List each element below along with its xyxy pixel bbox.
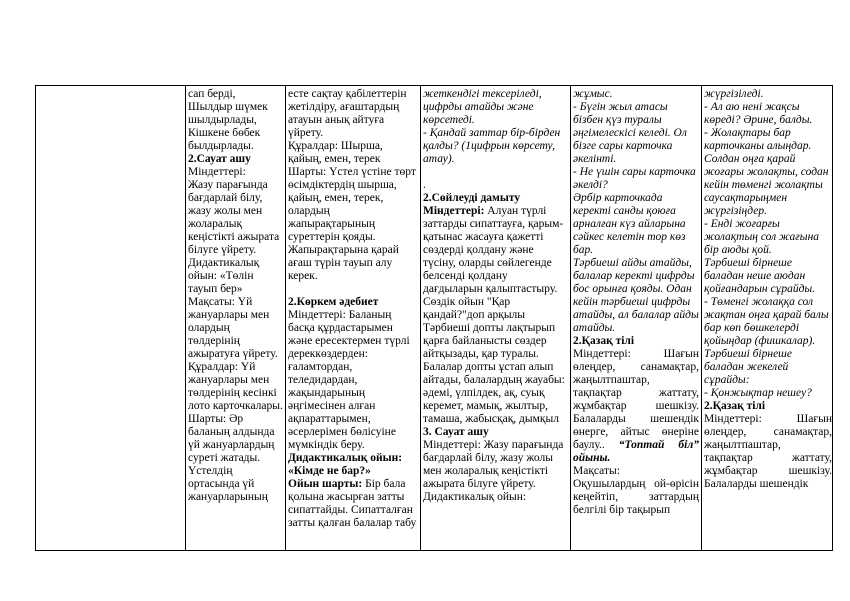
cell-paragraph: жеткендігі тексеріледі, цифрды атайды және көрсетеді. bbox=[423, 88, 542, 126]
cell-paragraph: - Қандай заттар бір-бірден қалды? (1цифрын көрсету, атау). bbox=[423, 127, 561, 165]
cell-paragraph: Жазу парағында бағдарлай білу, жазу жолы мен жоларалық кеңістікті ажырата білуге үйрету. bbox=[188, 179, 280, 256]
cell-paragraph: Міндеттері: Шағын өлеңдер, санамақтар, жаңылтпаштар, тақпақтар жаттату, жұмбақтар шешкізу. Балаларды шешендік bbox=[704, 413, 832, 490]
cell-paragraph: Үстелдің ортасында үй жануарларының bbox=[188, 465, 268, 503]
cell-paragraph: 2.Қазақ тілі bbox=[704, 400, 766, 412]
table-cell-column-5 bbox=[704, 88, 832, 550]
cell-paragraph: Дидактикалық ойын: «Төлін тауып бер» bbox=[188, 257, 260, 295]
cell-paragraph: - Төменгі жолаққа сол жақтан оңға қарай балы бар көп бөшкелерді қойыңдар (фишкалар). bbox=[704, 296, 829, 347]
cell-paragraph: . bbox=[423, 179, 426, 191]
cell-paragraph: сап берді, bbox=[188, 88, 236, 100]
cell-paragraph: 2.Сауат ашу bbox=[188, 153, 251, 165]
table-cell-blank bbox=[36, 88, 184, 550]
column-divider bbox=[285, 86, 286, 550]
cell-paragraph: 3. Сауат ашу bbox=[423, 426, 489, 438]
cell-paragraph: Дидактикалық ойын: bbox=[423, 491, 527, 503]
cell-paragraph: - Енді жоғарғы жолақтың сол жағына бір аюды қой. bbox=[704, 218, 820, 256]
cell-paragraph: Міндеттері: Жазу парағында бағдарлай білу, жазу жолы мен жоларалық кеңістікті ажырата білуге үйрету. bbox=[423, 439, 564, 490]
cell-paragraph: Ойын шарты: Бір бала қолына жасырған затты сипаттайды. Сипатталған затты қалған балалар табу bbox=[288, 478, 417, 529]
table-cell-column-1 bbox=[188, 88, 283, 550]
cell-paragraph: Тәрбиеші айды атайды, балалар керекті цифрды бос орынға қояды. Одан кейін тәрбиеші цифрды атайды, ал балалар айды атайды. bbox=[573, 257, 699, 334]
cell-paragraph: Мақсаты: Үй жануарлары мен олардың төлдерінің ажыратуға үйрету. bbox=[188, 296, 278, 360]
column-divider bbox=[570, 86, 571, 550]
cell-paragraph: Міндеттері: Шағын өлеңдер, санамақтар, жаңылтпаштар, тақпақтар жаттату, жұмбақтар шешкізу. Балаларды шешендік өнерге, айтыс өнеріне баулу.. “Топтай біл” ойыны. bbox=[573, 348, 699, 464]
cell-paragraph: Құралдар: Шырша, қайың, емен, терек bbox=[288, 140, 383, 165]
cell-paragraph: Оқушылардың ой-өрісін кеңейтіп, заттардың белгілі бір тақырып bbox=[573, 478, 699, 516]
cell-paragraph: Шарты: Үстел үстіне төрт өсімдіктердің шырша, қайың, емен, терек, олардың жапырақтарының суреттерін қояды. Жапырақтарына қарай ағаш түрін тауып алу керек. bbox=[288, 166, 416, 282]
cell-paragraph: Әрбір карточкада керекті санды қоюға арналған күз айларына сәйкес келетін тор көз бар. bbox=[573, 192, 686, 256]
cell-paragraph: Тәрбиеші бірнеше баладан неше аюдан қойғандарын сұрайды. bbox=[704, 257, 816, 295]
table-cell-column-2 bbox=[288, 88, 418, 550]
cell-paragraph: жұмыс. bbox=[573, 88, 613, 100]
column-divider bbox=[701, 86, 702, 550]
cell-paragraph: - Не үшін сары карточка әкелді? bbox=[573, 166, 696, 191]
cell-paragraph: Мақсаты: bbox=[573, 465, 620, 477]
cell-paragraph: - Ал аю нені жақсы көреді? Әрине, балды. bbox=[704, 101, 813, 126]
table-cell-column-4 bbox=[573, 88, 699, 550]
cell-paragraph: Сөздік ойын "Қар қандай?"доп арқылы Тәрбиеші допты лақтырып қарға байланысты сөздер айтқызады, қар туралы. Балалар допты ұстап алып айтады, балалардың жауабы: әдемі, үлпілдек, ақ, суық керемет, мамық, жылтыр, тамаша, жабысқақ, дымқыл bbox=[423, 296, 565, 425]
cell-paragraph: Шылдыр шүмек шылдырлады, Кішкене бөбек былдырлады. bbox=[188, 101, 268, 152]
cell-paragraph: Міндеттері: bbox=[188, 166, 246, 178]
cell-paragraph: - Қонжықтар нешеу? bbox=[704, 387, 812, 399]
cell-paragraph: жүргізіледі. bbox=[704, 88, 764, 100]
table-cell-column-3 bbox=[423, 88, 568, 550]
cell-paragraph: Шарты: Әр баланың алдында үй жануарлардың суреті жатады. bbox=[188, 413, 275, 464]
cell-paragraph: есте сақтау қабілеттерін жетілдіру, ағаштардың атауын анық айтуға үйрету. bbox=[288, 88, 407, 139]
cell-paragraph: Міндеттері: Баланың басқа құрдастарымен және ересектермен түрлі дереккөздерден: ғаламтордан, теледидардан, жақындарының әңгімесінен алған ақпараттарымен, әсерлерімен бөлісуіне мүмкіндік беру. bbox=[288, 309, 410, 451]
cell-paragraph: 2.Көркем әдебиет bbox=[288, 296, 379, 308]
cell-paragraph: Дидактикалық ойын: «Кімде не бар?» bbox=[288, 452, 403, 477]
cell-paragraph: - Жолақтары бар карточканы алыңдар. Солдан оңға қарай жоғары жолақты, содан кейін төменгі жолақты саусақтарыңмен жүргізіңдер. bbox=[704, 127, 829, 217]
cell-paragraph: Міндеттері: Алуан түрлі заттарды сипаттауға, қарым-қатынас жасауға қажетті сөздерді қолдану және түсіну, оларды сөйлегенде белсенді қолдану дағдыларын қалыптастыру. bbox=[423, 205, 564, 295]
cell-paragraph: Құралдар: Үй жануарлары мен төлдерінің кесінкі лото карточкалары. bbox=[188, 361, 283, 412]
cell-paragraph: Тәрбиеші бірнеше баладан жекелей сұрайды: bbox=[704, 348, 792, 386]
cell-paragraph: 2.Қазақ тілі bbox=[573, 335, 635, 347]
column-divider bbox=[185, 86, 186, 550]
cell-paragraph: - Бүгін жыл атасы бізбен қүз туралы әңгімелескісі келеді. Ол бізге сары карточка әкелінті. bbox=[573, 101, 687, 165]
cell-paragraph: 2.Сөйлеуді дамыту bbox=[423, 192, 521, 204]
plan-table bbox=[35, 85, 833, 551]
column-divider bbox=[420, 86, 421, 550]
